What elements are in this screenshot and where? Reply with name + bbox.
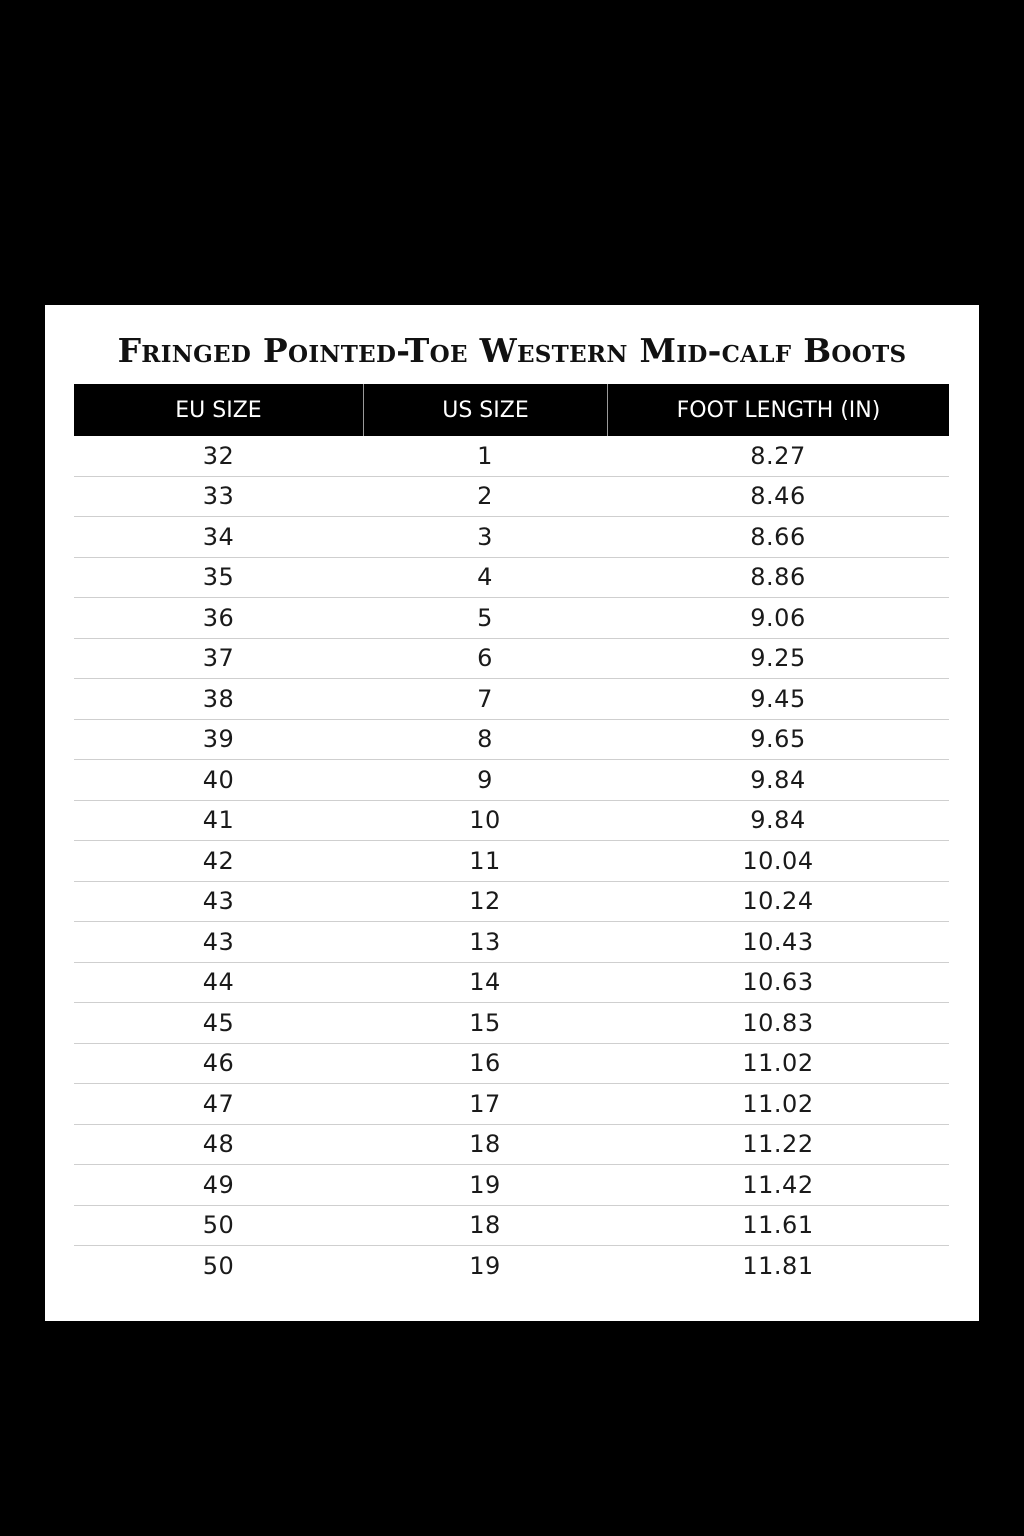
eu-size-cell: 35: [202, 563, 235, 592]
header-foot-length: FOOT LENGTH (IN): [607, 384, 949, 436]
foot-length-cell: 8.86: [750, 563, 806, 592]
size-chart-card: [45, 305, 979, 1321]
foot-length-cell: 11.61: [742, 1211, 814, 1240]
foot-length-cell: 11.22: [742, 1130, 814, 1159]
foot-length-cell: 8.27: [750, 441, 806, 470]
chart-title: Fringed Pointed-Toe Western Mid-calf Boots: [117, 331, 907, 370]
eu-size-cell: 48: [202, 1130, 235, 1159]
size-table: [74, 384, 949, 1287]
eu-size-cell: 46: [202, 1049, 235, 1078]
table-row: [74, 1084, 949, 1125]
us-size-cell: 14: [469, 968, 501, 997]
table-row: [74, 436, 949, 477]
us-size-cell: 10: [469, 806, 501, 835]
us-size-cell: 19: [469, 1170, 501, 1199]
us-size-cell: 1: [477, 441, 493, 470]
eu-size-cell: 39: [202, 725, 235, 754]
eu-size-cell: 34: [202, 522, 235, 551]
eu-size-cell: 49: [202, 1170, 235, 1199]
table-row: [74, 517, 949, 558]
table-row: [74, 477, 949, 518]
table-row: [74, 1125, 949, 1166]
us-size-cell: 16: [469, 1049, 501, 1078]
foot-length-cell: 10.24: [742, 887, 814, 916]
us-size-cell: 5: [477, 603, 493, 632]
eu-size-cell: 47: [202, 1089, 235, 1118]
eu-size-cell: 37: [202, 644, 235, 673]
table-row: [74, 598, 949, 639]
table-row: [74, 963, 949, 1004]
foot-length-cell: 9.84: [750, 765, 806, 794]
us-size-cell: 12: [469, 887, 501, 916]
eu-size-cell: 42: [202, 846, 235, 875]
eu-size-cell: 43: [202, 887, 235, 916]
foot-length-cell: 10.63: [742, 968, 814, 997]
us-size-cell: 18: [469, 1211, 501, 1240]
foot-length-cell: 8.46: [750, 482, 806, 511]
foot-length-cell: 9.84: [750, 806, 806, 835]
table-row: [74, 841, 949, 882]
foot-length-cell: 11.81: [742, 1252, 814, 1281]
foot-length-cell: 9.45: [750, 684, 806, 713]
us-size-cell: 6: [477, 644, 493, 673]
us-size-cell: 9: [477, 765, 493, 794]
foot-length-cell: 9.65: [750, 725, 806, 754]
table-row: [74, 720, 949, 761]
foot-length-cell: 9.06: [750, 603, 806, 632]
foot-length-cell: 10.43: [742, 927, 814, 956]
table-row: [74, 1003, 949, 1044]
eu-size-cell: 44: [202, 968, 235, 997]
table-row: [74, 1165, 949, 1206]
foot-length-cell: 11.02: [742, 1089, 814, 1118]
header-us-size: US SIZE: [363, 384, 607, 436]
eu-size-cell: 43: [202, 927, 235, 956]
us-size-cell: 15: [469, 1008, 501, 1037]
us-size-cell: 17: [469, 1089, 501, 1118]
table-row: [74, 679, 949, 720]
us-size-cell: 8: [477, 725, 493, 754]
table-row: [74, 558, 949, 599]
eu-size-cell: 38: [202, 684, 235, 713]
foot-length-cell: 8.66: [750, 522, 806, 551]
us-size-cell: 13: [469, 927, 501, 956]
table-row: [74, 760, 949, 801]
foot-length-cell: 11.02: [742, 1049, 814, 1078]
us-size-cell: 19: [469, 1252, 501, 1281]
us-size-cell: 3: [477, 522, 493, 551]
foot-length-cell: 10.04: [742, 846, 814, 875]
table-row: [74, 922, 949, 963]
table-row: [74, 639, 949, 680]
table-body: [74, 436, 949, 1287]
table-row: [74, 801, 949, 842]
us-size-cell: 2: [477, 482, 493, 511]
eu-size-cell: 45: [202, 1008, 235, 1037]
table-header: [74, 384, 949, 436]
eu-size-cell: 33: [202, 482, 235, 511]
us-size-cell: 4: [477, 563, 493, 592]
foot-length-cell: 10.83: [742, 1008, 814, 1037]
header-eu-size: EU SIZE: [175, 397, 262, 423]
eu-size-cell: 36: [202, 603, 235, 632]
eu-size-cell: 41: [202, 806, 235, 835]
foot-length-cell: 11.42: [742, 1170, 814, 1199]
table-row: [74, 1206, 949, 1247]
table-row: [74, 1044, 949, 1085]
table-row: [74, 882, 949, 923]
eu-size-cell: 50: [202, 1211, 235, 1240]
eu-size-cell: 40: [202, 765, 235, 794]
eu-size-cell: 32: [202, 441, 235, 470]
us-size-cell: 18: [469, 1130, 501, 1159]
us-size-cell: 7: [477, 684, 493, 713]
eu-size-cell: 50: [202, 1252, 235, 1281]
foot-length-cell: 9.25: [750, 644, 806, 673]
table-row: [74, 1246, 949, 1287]
us-size-cell: 11: [469, 846, 501, 875]
